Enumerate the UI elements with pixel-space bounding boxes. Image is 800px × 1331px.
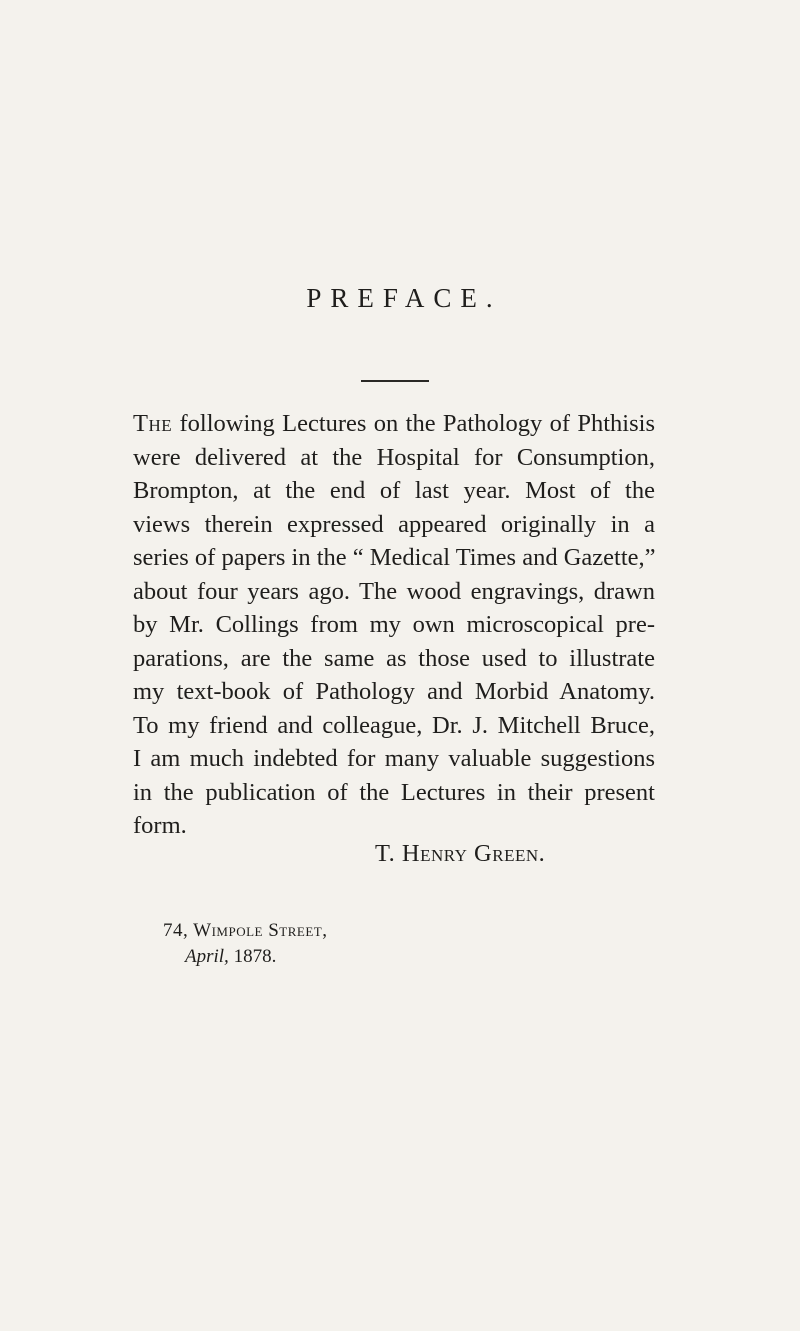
paragraph-line <box>133 407 655 441</box>
paragraph-line: in the publication of the Lectures in their present <box>133 778 655 806</box>
date-year: 1878. <box>228 946 277 967</box>
address-block <box>163 918 327 970</box>
paragraph-line: by Mr. Collings from my own microscopical pre- <box>133 611 655 638</box>
paragraph-line: form. <box>133 812 187 839</box>
page-title: PREFACE. <box>306 283 502 313</box>
date-line <box>163 944 327 970</box>
street-address: 74, Wimpole Street, <box>163 920 328 941</box>
date-month: April, <box>185 946 229 967</box>
lead-word: The <box>133 410 173 437</box>
paragraph-line: To my friend and colleague, Dr. J. Mitchell Bruce, <box>133 711 655 739</box>
author-signature: T. Henry Green. <box>375 840 546 867</box>
paragraph-line: I am much indebted for many valuable suggestions <box>133 745 655 772</box>
paragraph-line: Brompton, at the end of last year. Most of the <box>133 477 655 504</box>
preface-paragraph <box>133 407 655 843</box>
line-text: following Lectures on the Pathology of Phthisis <box>172 410 655 437</box>
paragraph-line: views therein expressed appeared originally in a <box>133 510 655 538</box>
paragraph-line: parations, are the same as those used to illustrate <box>133 644 655 672</box>
paragraph-line: were delivered at the Hospital for Consumption, <box>133 443 655 471</box>
title-divider <box>361 380 429 382</box>
paragraph-line: series of papers in the “ Medical Times and Gazette,” <box>133 544 656 571</box>
paragraph-line: about four years ago. The wood engravings, drawn <box>133 577 655 605</box>
paragraph-line: my text-book of Pathology and Morbid Anatomy. <box>133 678 655 705</box>
